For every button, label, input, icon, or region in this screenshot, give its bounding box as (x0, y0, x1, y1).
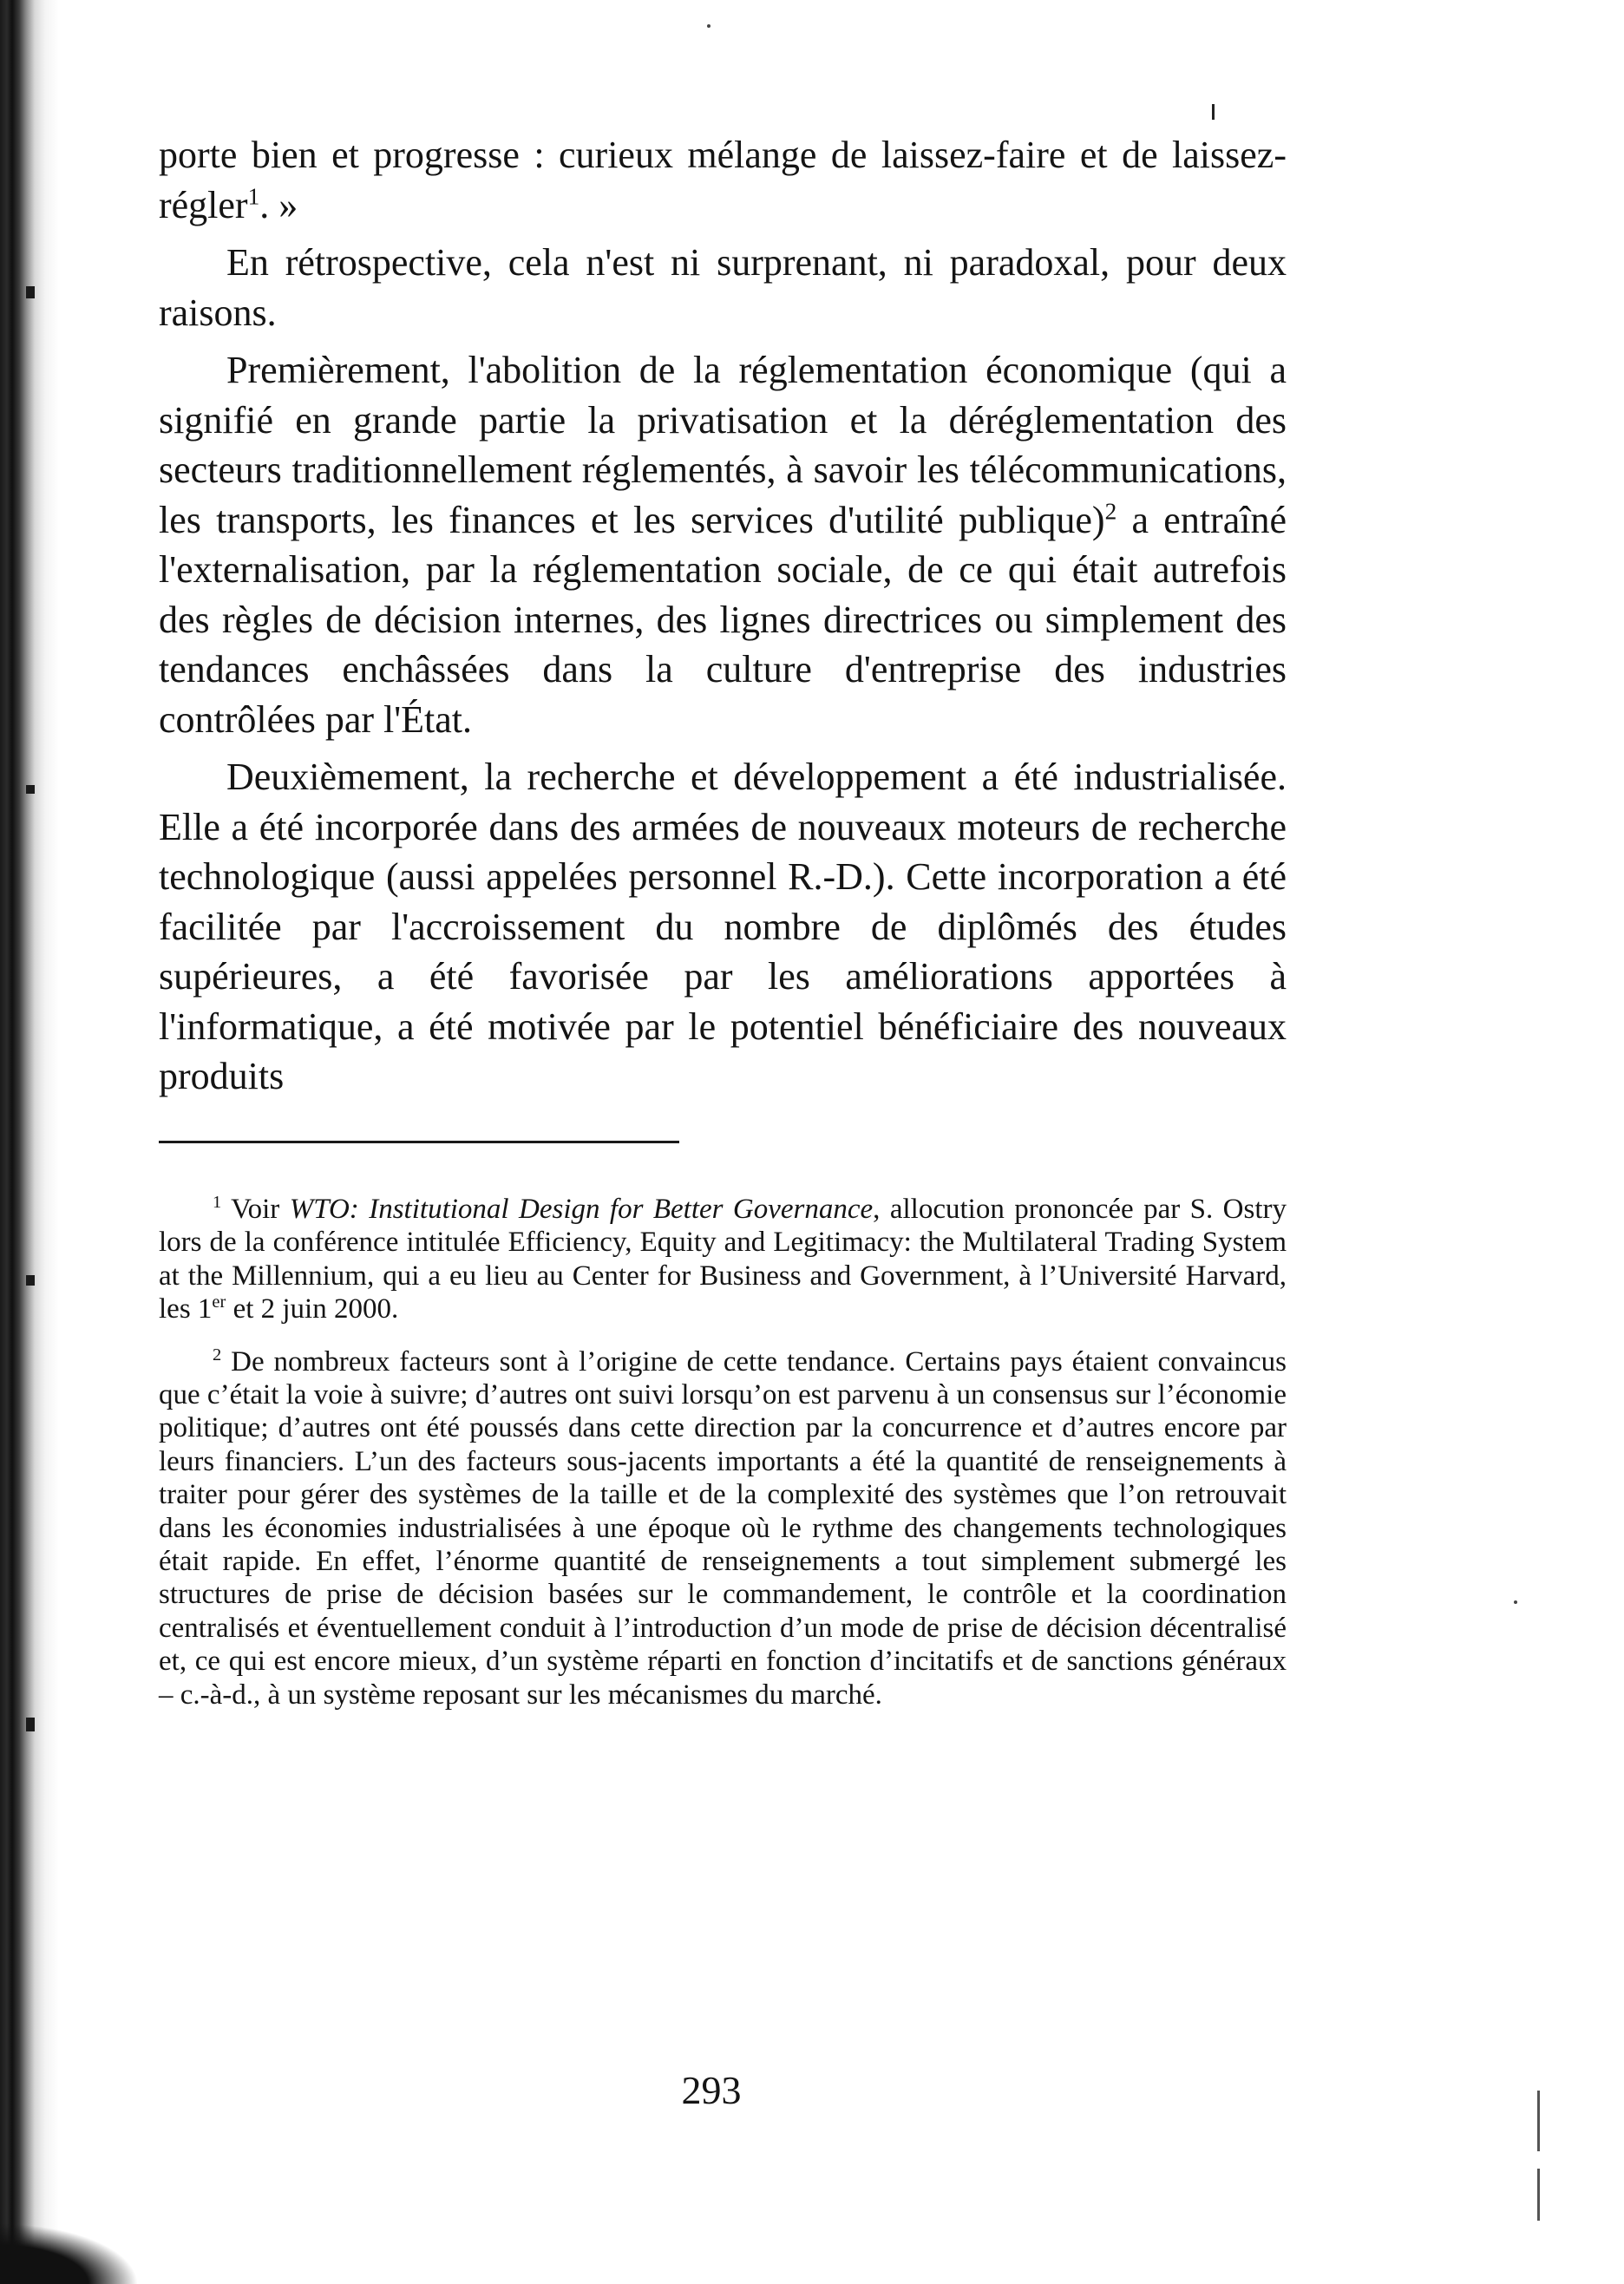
scan-speck (26, 286, 35, 298)
footnotes (159, 1193, 1287, 1711)
scan-edge-mark (1537, 2091, 1540, 2151)
paragraph-2: En rétrospective, cela n'est ni surprenant, ni paradoxal, pour deux raisons. (159, 241, 1287, 334)
paragraph-3: Premièrement, l'abolition de la réglementation économique (qui a signifié en grande partie la privatisation et la déréglementation des secteurs traditionnellement réglementés, à savoir les télécommunications, les transports, les finances et les services d'utilité publique)$^2$ a entraîné l'externalisation, par la réglementation sociale, de ce qui était autrefois des règles de décision internes, des lignes directrices ou simplement des tendances enchâssées dans la culture d'entreprise des industries contrôlées par l'État. (159, 349, 1287, 741)
book-spine-edge (0, 0, 59, 2284)
footnote-ref-1: 1 (247, 182, 260, 209)
scan-dot (1514, 1600, 1517, 1604)
footnote-2: $^2$ De nombreux facteurs sont à l’origine de cette tendance. Certains pays étaient convaincus que c’était la voie à suivre; d’autres ont suivi lorsqu’on est parvenu à un consensus sur l’économie politique; d’autres ont été poussés dans cette direction par la concurrence et d’autres encore par leurs financiers. L’un des facteurs sous-jacents importants a été la quantité de renseignements à traiter pour gérer des systèmes de la taille et de la complexité des systèmes que l’on retrouvait dans les économies industrialisées à une époque où le rythme des changements technologiques était rapide. En effet, l’énorme quantité de renseignements a tout simplement submergé les structures de prise de décision basées sur le commandement, le contrôle et la coordination centralisés et éventuellement conduit à l’introduction d’un mode de prise de décision décentralisé et, ce qui est encore mieux, d’un système réparti en fonction d’incitatifs et de sanctions généraux – c.-à-d., à un système reposant sur les mécanismes du marché. (159, 1345, 1287, 1711)
footnote-ref-2: 2 (1104, 497, 1117, 524)
footnote-number: 1 (213, 1193, 222, 1212)
paragraph-1: porte bien et progresse : curieux mélange de laissez-faire et de laissez-régler$^1$. » (159, 134, 1287, 226)
footnote-separator (159, 1141, 679, 1143)
cited-title: WTO: Institutional Design for Better Governance (289, 1194, 874, 1225)
scan-mark (1212, 104, 1215, 120)
scan-speck (26, 1275, 35, 1286)
scan-edge-mark (1537, 2169, 1540, 2221)
scan-dot (707, 24, 710, 28)
footnote-1: $^1$ Voir WTO: Institutional Design for Better Governance, allocution prononcée par S. Ostry lors de la conférence intitulée Efficiency, Equity and Legitimacy: the Multilateral Trading System at the Millennium, qui a eu lieu au Center for Business and Government, à l’Université Harvard, les 1er et 2 juin 2000. (159, 1193, 1287, 1325)
page-curl-shadow (0, 2223, 139, 2284)
body-text (159, 130, 1287, 1109)
page-number: 293 (681, 2068, 742, 2112)
scan-speck (26, 785, 35, 794)
paragraph-4: Deuxièmement, la recherche et développement a été industrialisée. Elle a été incorporée dans des armées de nouveaux moteurs de recherche technologique (aussi appelées personnel R.-D.). Cette incorporation a été facilitée par l'accroissement du nombre de diplômés des études supérieures, a été favorisée par les améliorations apportées à l'informatique, a été motivée par le potentiel bénéficiaire des nouveaux produits (159, 756, 1287, 1097)
scan-speck (26, 1718, 35, 1731)
footnote-number: 2 (213, 1345, 222, 1365)
